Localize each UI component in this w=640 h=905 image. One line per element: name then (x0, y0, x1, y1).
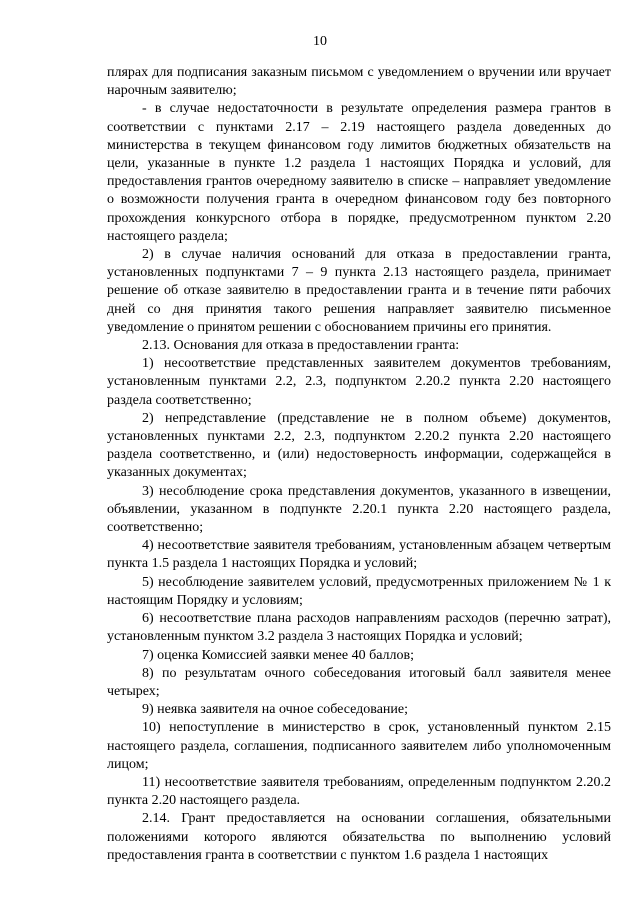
paragraph: 2.14. Грант предоставляется на основании соглашения, обязательными положениями которого являются обязательства по выполнению условий предоставления гранта в соответствии с пунктом 1.6 раздела 1 настоящих (107, 811, 611, 863)
list-item: 7) оценка Комиссией заявки менее 40 баллов; (142, 647, 415, 663)
list-item: 2) непредставление (представление не в полном объеме) документов, установленных пунктами 2.2, 2.3, подпунктом 2.20.2 пункта 2.20 настоящего раздела соответственно, и (или) недостоверность информации, содержащейся в указанных документах; (107, 410, 611, 481)
list-item: 5) несоблюдение заявителем условий, предусмотренных приложением № 1 к настоящим Порядку и условиям; (107, 574, 611, 608)
paragraph: - в случае недостаточности в результате определения размера грантов в соответствии с пунктами 2.17 – 2.19 настоящего раздела доведенных до министерства в текущем финансовом году лимитов бюджетных обязательств на цели, указанные в пункте 1.2 раздела 1 настоящих Порядка и условий, для предоставления грантов очередному заявителю в списке – направляет уведомление о возможности получения гранта в очередном финансовом году без повторного прохождения конкурсного отбора в порядке, предусмотренном пунктом 2.20 настоящего раздела; (107, 101, 611, 244)
section-heading: 2.13. Основания для отказа в предоставлении гранта: (142, 338, 460, 354)
list-item: 9) неявка заявителя на очное собеседование; (142, 702, 409, 718)
list-item: 1) несоответствие представленных заявителем документов требованиям, установленным пунктами 2.2, 2.3, подпунктом 2.20.2 пункта 2.20 настоящего раздела соответственно; (107, 356, 611, 408)
page-number: 10 (313, 34, 327, 49)
list-item: 6) несоответствие плана расходов направлениям расходов (перечню затрат), установленным пунктом 3.2 раздела 3 настоящих Порядка и условий; (107, 611, 611, 645)
list-item: 10) непоступление в министерство в срок, установленный пунктом 2.15 настоящего раздела, соглашения, подписанного заявителем либо уполномоченным лицом; (107, 720, 611, 772)
list-item: 11) несоответствие заявителя требованиям, определенным подпунктом 2.20.2 пункта 2.20 настоящего раздела. (107, 774, 611, 809)
list-item: 3) несоблюдение срока представления документов, указанного в извещении, объявлении, указанном в подпункте 2.20.1 пункта 2.20 настоящего раздела, соответственно; (107, 483, 611, 536)
paragraph: плярах для подписания заказным письмом с уведомлением о вручении или вручает нарочным заявителю; (107, 65, 611, 99)
list-item: 4) несоответствие заявителя требованиям, установленным абзацем четвертым пункта 1.5 раздела 1 настоящих Порядка и условий; (107, 538, 611, 572)
list-item: 8) по результатам очного собеседования итоговый балл заявителя менее четырех; (107, 665, 611, 699)
document-body (107, 64, 611, 865)
paragraph: 2) в случае наличия оснований для отказа в предоставлении гранта, установленных подпунктами 7 – 9 пункта 2.13 настоящего раздела, принимает решение об отказе заявителю в предоставлении гранта и в течение пяти рабочих дней со дня принятия такого решения направляет заявителю письменное уведомление о принятом решении с обоснованием причины его принятия. (107, 247, 611, 335)
